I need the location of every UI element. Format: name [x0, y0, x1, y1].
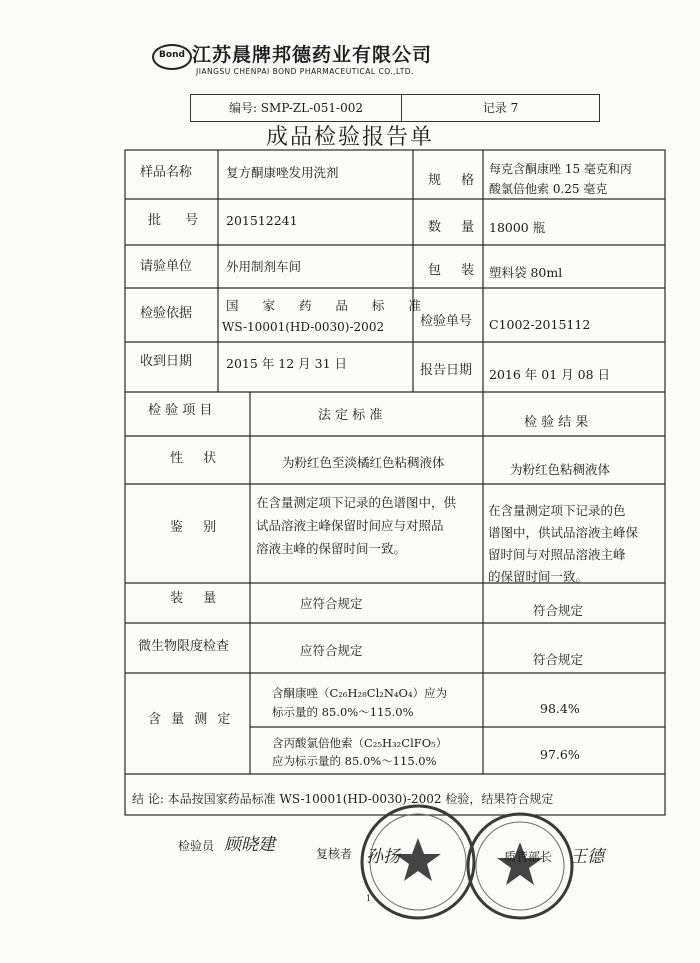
test-standard-identification-2: 试品溶液主峰保留时间应与对照品 [256, 518, 444, 533]
quantity-value: 18000 瓶 [489, 220, 546, 235]
test-standard-appearance: 为粉红色至淡橘红色粘稠液体 [282, 455, 445, 470]
request-unit-value: 外用制剂车间 [226, 259, 302, 274]
spec-value-line2: 酸氯倍他索 0.25 毫克 [489, 182, 608, 196]
doc-number: 编号: SMP-ZL-051-002 [191, 95, 402, 121]
assay-clobetasol-result: 97.6% [540, 747, 580, 762]
inspection-no-label: 检验单号 [420, 314, 473, 329]
page-number: 1 [366, 894, 372, 903]
col-standard-header: 法 定 标 准 [318, 408, 383, 423]
assay-ketoconazole-standard-1: 含酮康唑（C₂₆H₂₈Cl₂N₄O₄）应为 [272, 686, 448, 700]
test-standard-identification-3: 溶液主峰的保留时间一致。 [256, 541, 407, 556]
test-result-appearance: 为粉红色粘稠液体 [510, 462, 611, 477]
assay-clobetasol-standard-1: 含丙酸氯倍他索（C₂₅H₃₂ClFO₅） [272, 736, 448, 750]
reviewer-signature: 孙扬 [366, 847, 400, 867]
quantity-label: 数 量 [428, 220, 483, 235]
test-item-fill: 装 量 [170, 591, 225, 606]
logo-text: Bond [159, 50, 185, 60]
test-result-identification-3: 留时间与对照品溶液主峰 [488, 547, 626, 562]
batch-value: 201512241 [226, 213, 298, 228]
test-result-fill: 符合规定 [533, 603, 584, 618]
inspection-no-value: C1002-2015112 [489, 317, 591, 332]
test-result-microbial: 符合规定 [533, 652, 584, 667]
col-item-header: 检 验 项 目 [148, 403, 213, 418]
spec-label: 规 格 [428, 173, 483, 188]
test-standard-identification-1: 在含量测定项下记录的色谱图中，供 [256, 495, 457, 510]
company-name-en: JIANGSU CHENPAI BOND PHARMACEUTICAL CO.,LTD. [196, 67, 414, 76]
assay-ketoconazole-standard-2: 标示量的 85.0%～115.0% [272, 705, 414, 719]
test-result-identification-4: 的保留时间一致。 [488, 569, 589, 584]
conclusion-text: 结 论: 本品按国家药品标准 WS-10001(HD-0030)-2002 检验，结果符合规定 [132, 792, 554, 806]
report-date-label: 报告日期 [420, 363, 473, 378]
sample-name-value: 复方酮康唑发用洗剂 [226, 165, 339, 180]
inspector-label: 检验员 [178, 839, 215, 853]
batch-label: 批 号 [148, 213, 209, 228]
basis-value-line1: 国 家 药 品 标 准 [226, 298, 431, 313]
inspector-signature: 顾晓建 [224, 835, 275, 855]
test-result-identification-2: 谱图中，供试品溶液主峰保 [488, 525, 639, 540]
report-date-value: 2016 年 01 月 08 日 [489, 367, 610, 382]
request-unit-label: 请验单位 [140, 259, 193, 274]
test-result-identification-1: 在含量测定项下记录的色 [488, 503, 626, 518]
sample-name-label: 样品名称 [140, 165, 193, 180]
test-item-assay: 含 量 测 定 [148, 712, 234, 727]
qa-label: 质管部长 [504, 850, 553, 864]
assay-clobetasol-standard-2: 应为标示量的 85.0%～115.0% [272, 754, 437, 768]
col-result-header: 检 验 结 果 [524, 415, 589, 430]
basis-label: 检验依据 [140, 306, 193, 321]
test-item-appearance: 性 状 [170, 451, 225, 466]
package-label: 包 装 [428, 263, 483, 278]
qa-signature: 王德 [570, 847, 604, 867]
received-label: 收到日期 [140, 354, 193, 369]
qa-stamp-right [462, 808, 578, 924]
received-value: 2015 年 12 月 31 日 [226, 356, 347, 371]
record-number: 记录 7 [482, 101, 519, 115]
package-value: 塑料袋 80ml [489, 265, 563, 280]
report-title: 成品检验报告单 [265, 125, 434, 150]
spec-value-line1: 每克含酮康唑 15 毫克和丙 [489, 162, 632, 176]
reviewer-label: 复核者 [316, 847, 353, 861]
test-item-identification: 鉴 别 [170, 520, 225, 535]
basis-value-line2: WS-10001(HD-0030)-2002 [222, 320, 385, 334]
assay-ketoconazole-result: 98.4% [540, 701, 580, 716]
test-standard-fill: 应符合规定 [300, 596, 363, 611]
company-name-cn: 江苏晨牌邦德药业有限公司 [192, 44, 433, 66]
test-standard-microbial: 应符合规定 [300, 643, 363, 658]
test-item-microbial: 微生物限度检查 [138, 639, 230, 654]
